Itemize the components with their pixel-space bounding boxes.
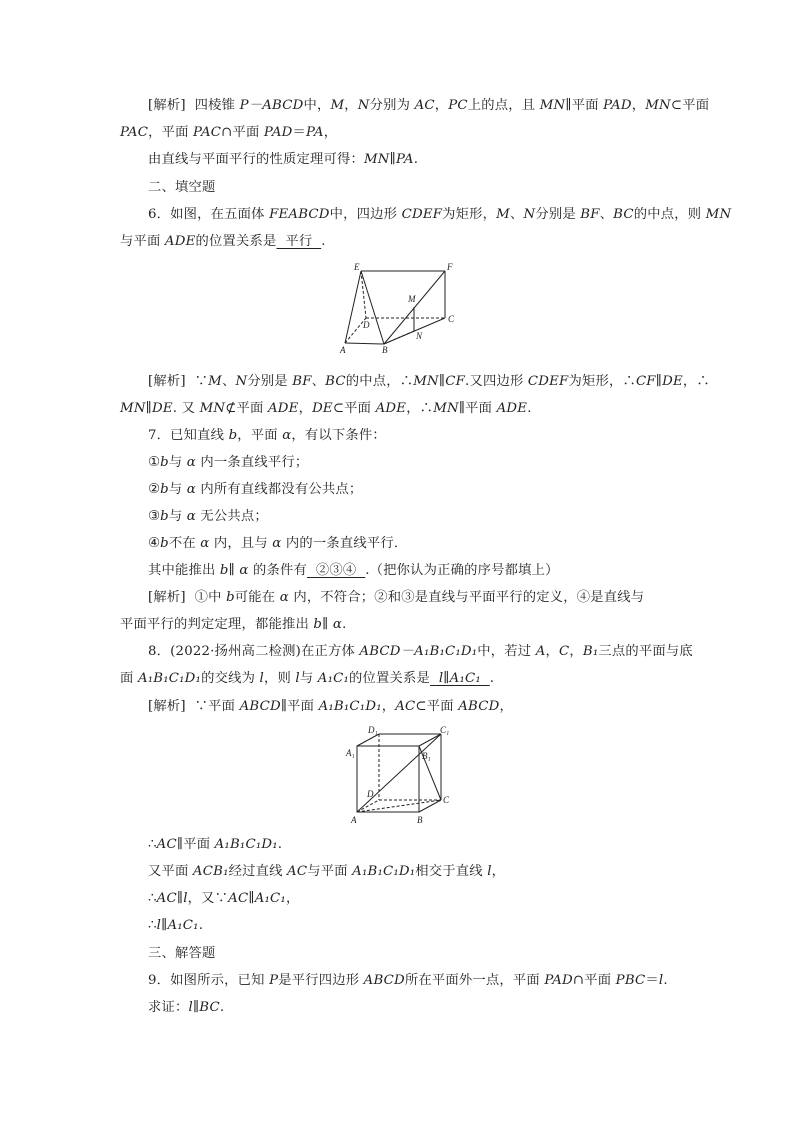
question-6-line-2: 与平面 ADE的位置关系是 平行 . xyxy=(120,234,326,249)
vertex-label-m: M xyxy=(408,294,416,304)
solution-5-line-3: 由直线与平面平行的性质定理可得：MN∥PA. xyxy=(148,152,419,167)
vertex-label-d1: D₁ xyxy=(368,725,378,735)
vertex-label-c1: C₁ xyxy=(440,725,450,735)
vertex-label-a1: A₁ xyxy=(346,748,355,758)
vertex-label-a: A xyxy=(340,345,346,355)
vertex-label-b: B xyxy=(417,815,423,825)
question-9-prove: 求证：l∥BC. xyxy=(148,1000,225,1015)
vertex-label-d: D xyxy=(363,320,370,330)
solution-tag: [解析] xyxy=(148,98,186,113)
solution-8-line-1: [解析] ∵平面 ABCD∥平面 A₁B₁C₁D₁，AC⊂平面 ABCD， xyxy=(148,699,513,714)
question-9-line-1: 9．如图所示，已知 P是平行四边形 ABCD所在平面外一点，平面 PAD∩平面 PBC＝l. xyxy=(148,973,668,988)
question-8-line-2: 面 A₁B₁C₁D₁的交线为 l，则 l与 A₁C₁的位置关系是 l∥A₁C₁ . xyxy=(120,671,495,686)
solution-8-line-2: ∴AC∥平面 A₁B₁C₁D₁. xyxy=(148,837,283,852)
question-7-prompt: 其中能推出 b∥ α 的条件有 ②③④ .（把你认为正确的序号都填上） xyxy=(148,563,559,578)
solution-8-line-5: ∴l∥A₁C₁. xyxy=(148,918,204,933)
answer-blank: l∥A₁C₁ xyxy=(430,671,490,686)
vertex-label-b1: B₁ xyxy=(422,751,431,761)
vertex-label-b: B xyxy=(382,345,388,355)
question-6-line-1: 6．如图，在五面体 FEABCD中，四边形 CDEF为矩形，M、N分别是 BF、BC的中点，则 MN xyxy=(148,207,732,222)
solution-tag: [解析] xyxy=(148,699,186,714)
solution-8-line-4: ∴AC∥l，又∵AC∥A₁C₁， xyxy=(148,891,300,906)
solution-tag: [解析] xyxy=(148,590,186,605)
answer-blank: 平行 xyxy=(276,234,322,249)
question-7-condition-1: ①b与 α 内一条直线平行； xyxy=(148,455,309,470)
section-heading-problems: 三、解答题 xyxy=(148,946,216,961)
vertex-label-n: N xyxy=(416,331,423,341)
solution-7-line-1: [解析] ①中 b可能在 α 内，不符合；②和③是直线与平面平行的定义，④是直线与 xyxy=(148,590,645,605)
vertex-label-c: C xyxy=(443,795,450,805)
solution-6-line-2: MN∥DE. 又 MN⊄平面 ADE，DE⊂平面 ADE，∴MN∥平面 ADE. xyxy=(120,401,532,416)
question-7-condition-4: ④b不在 α 内，且与 α 内的一条直线平行． xyxy=(148,536,408,551)
vertex-label-d: D xyxy=(367,789,374,799)
figure-pentahedron xyxy=(338,258,464,358)
section-heading-fill-in: 二、填空题 xyxy=(148,180,216,195)
vertex-label-e: E xyxy=(354,262,360,272)
solution-8-line-3: 又平面 ACB₁经过直线 AC与平面 A₁B₁C₁D₁相交于直线 l， xyxy=(148,864,506,879)
question-7-condition-2: ②b与 α 内所有直线都没有公共点； xyxy=(148,482,363,497)
figure-cube xyxy=(342,724,454,828)
question-7-condition-3: ③b与 α 无公共点； xyxy=(148,509,268,524)
solution-7-line-2: 平面平行的判定定理，都能推出 b∥ α. xyxy=(120,617,347,632)
vertex-label-a: A xyxy=(351,815,357,825)
vertex-label-f: F xyxy=(447,262,453,272)
solution-6-line-1: [解析] ∵M、N分别是 BF、BC的中点，∴MN∥CF.又四边形 CDEF为矩形，∴CF∥DE，∴ xyxy=(148,374,710,389)
answer-blank: ②③④ xyxy=(307,563,366,578)
question-8-line-1: 8．(2022·扬州高二检测)在正方体 ABCD－A₁B₁C₁D₁中，若过 A，C，B₁三点的平面与底 xyxy=(148,644,693,659)
solution-tag: [解析] xyxy=(148,374,186,389)
vertex-label-c: C xyxy=(448,314,455,324)
solution-5-line-2: PAC，平面 PAC∩平面 PAD＝PA， xyxy=(120,125,338,140)
solution-5-line-1: [解析] 四棱锥 P－ABCD中，M，N分别为 AC，PC上的点，且 MN∥平面 PAD，MN⊂平面 xyxy=(148,98,710,113)
question-7-stem: 7．已知直线 b，平面 α，有以下条件： xyxy=(148,428,386,443)
